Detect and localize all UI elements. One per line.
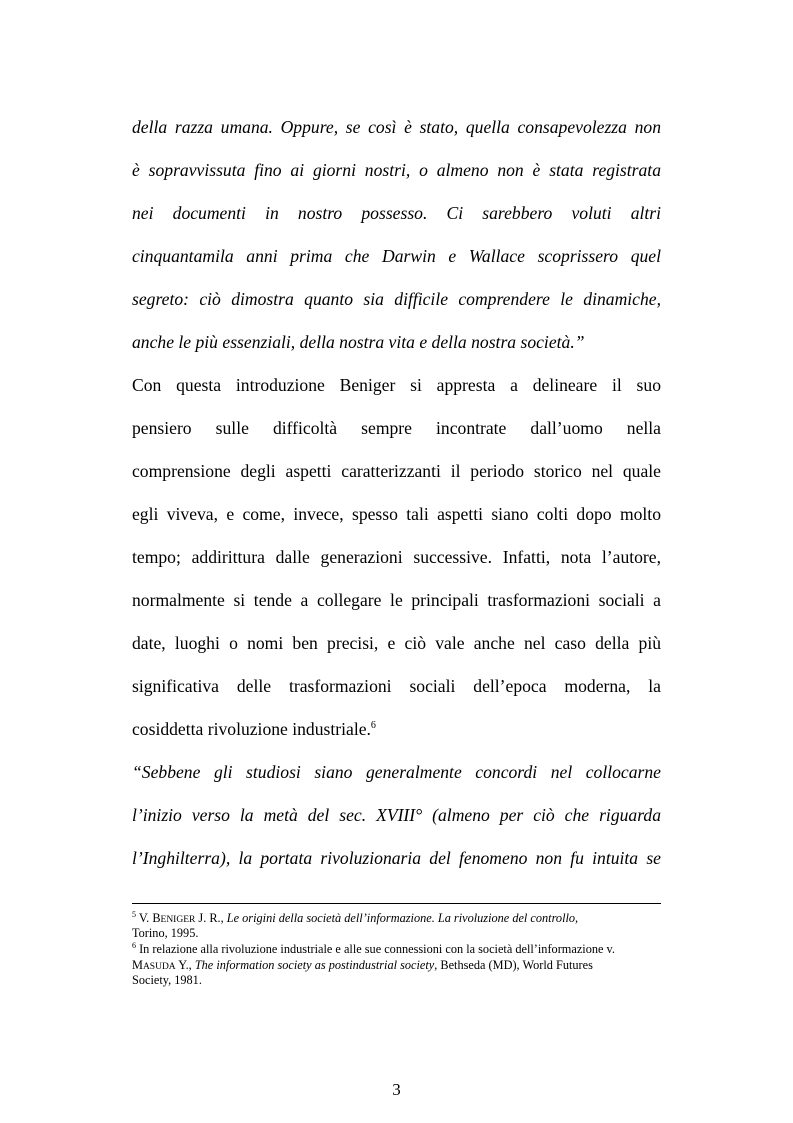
- text-line: tempo; addirittura dalle generazioni successive. Infatti, nota l’autore,: [132, 547, 661, 567]
- text-line: date, luoghi o nomi ben precisi, e ciò vale anche nel caso della più: [132, 633, 661, 653]
- footnote-6-line3: Society, 1981.: [132, 973, 202, 987]
- footnote-mark: 5: [132, 910, 136, 919]
- text-line: [132, 718, 661, 740]
- footnote-title: Le origini della società dell’informazione. La rivoluzione del controllo,: [223, 911, 579, 925]
- text-line: Con questa introduzione Beniger si appresta a delineare il suo: [132, 375, 661, 395]
- text-line: anche le più essenziali, della nostra vita e della nostra società.”: [132, 332, 585, 352]
- text-line: “Sebbene gli studiosi siano generalmente concordi nel collocarne: [132, 762, 661, 782]
- footnote-5-line2: Torino, 1995.: [132, 926, 199, 940]
- text-line: è sopravvissuta fino ai giorni nostri, o almeno non è stata registrata: [132, 160, 661, 180]
- footnote-text: V.: [138, 911, 153, 925]
- footnote-author-initial: B: [152, 911, 161, 925]
- text-line: nei documenti in nostro possesso. Ci sarebbero voluti altri: [132, 203, 661, 223]
- footnote-text: J. R.,: [195, 911, 224, 925]
- text-line: comprensione degli aspetti caratterizzanti il periodo storico nel quale: [132, 461, 661, 481]
- text-line: significativa delle trasformazioni sociali dell’epoca moderna, la: [132, 676, 661, 696]
- footnote-mark: 6: [132, 941, 136, 950]
- text-line: egli viveva, e come, invece, spesso tali aspetti siano colti dopo molto: [132, 504, 661, 524]
- text-line: cinquantamila anni prima che Darwin e Wallace scoprissero quel: [132, 246, 661, 266]
- footnote-text: Y.,: [175, 958, 195, 972]
- footnote-author: ENIGER: [160, 915, 196, 925]
- footnote-author: ASUDA: [142, 962, 176, 972]
- footnote-text: , Bethseda (MD), World Futures: [434, 958, 593, 972]
- text-line: normalmente si tende a collegare le principali trasformazioni sociali a: [132, 590, 661, 610]
- footnote-author-initial: M: [132, 958, 143, 972]
- text-line: della razza umana. Oppure, se così è stato, quella consapevolezza non: [132, 117, 661, 137]
- text-line: l’inizio verso la metà del sec. XVIII° (almeno per ciò che riguarda: [132, 805, 661, 825]
- text-span: cosiddetta rivoluzione industriale.: [132, 719, 371, 739]
- text-line: segreto: ciò dimostra quanto sia difficile comprendere le dinamiche,: [132, 289, 661, 309]
- text-line: pensiero sulle difficoltà sempre incontrate dall’uomo nella: [132, 418, 661, 438]
- footnote-text: In relazione alla rivoluzione industriale e alle sue connessioni con la società dell’informazione v.: [139, 942, 615, 956]
- footnote-title: The information society as postindustrial society: [194, 958, 435, 972]
- footnote-separator: [132, 903, 661, 904]
- page-number: 3: [392, 1080, 401, 1099]
- footnote-6: [132, 942, 672, 957]
- text-line: l’Inghilterra), la portata rivoluzionaria del fenomeno non fu intuita se: [132, 848, 661, 868]
- footnote-ref-6[interactable]: 6: [370, 720, 376, 731]
